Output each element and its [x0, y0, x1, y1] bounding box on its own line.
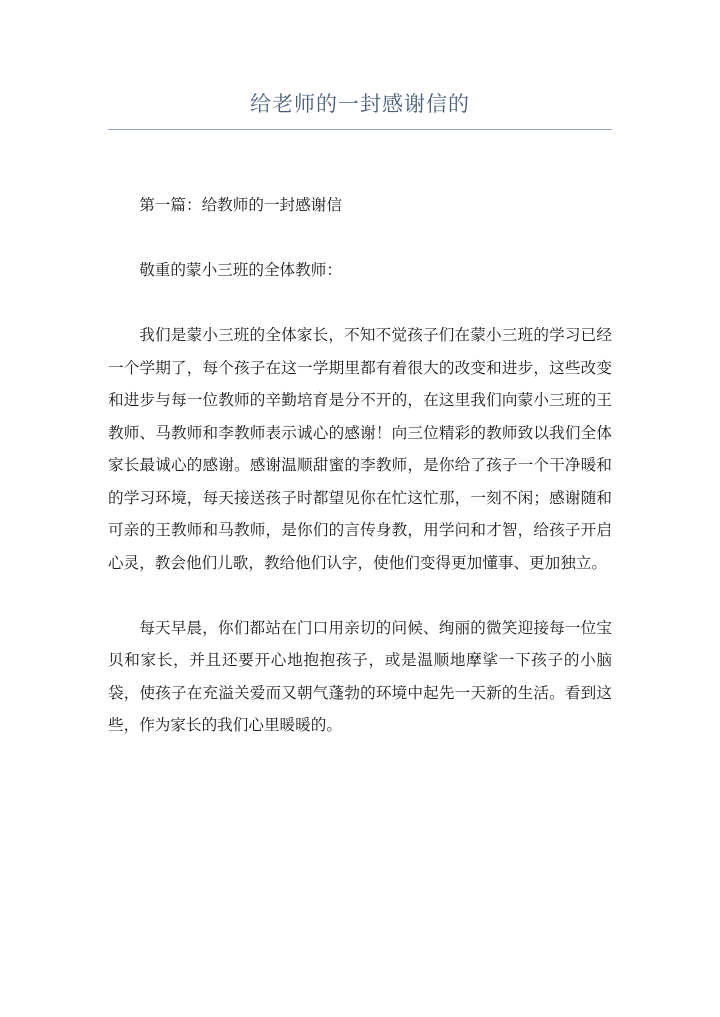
- paragraph: 我们是蒙小三班的全体家长，不知不觉孩子们在蒙小三班的学习已经一个学期了，每个孩子在这一学期里都有着很大的改变和进步，这些改变和进步与每一位教师的辛勤培育是分不开的，在这里我们向蒙小三班的王教师、马教师和李教师表示诚心的感谢！向三位精彩的教师致以我们全体家长最诚心的感谢。感谢温顺甜蜜的李教师，是你给了孩子一个干净暖和的学习环境，每天接送孩子时都望见你在忙这忙那，一刻不闲；感谢随和可亲的王教师和马教师，是你们的言传身教，用学问和才智，给孩子开启心灵，教会他们儿歌，教给他们认字，使他们变得更加懂事、更加独立。: [108, 326, 612, 572]
- salutation: 敬重的蒙小三班的全体教师：: [139, 261, 342, 279]
- title-divider: [108, 129, 612, 130]
- section-heading: 第一篇：给教师的一封感谢信: [139, 196, 342, 214]
- document-body: [108, 189, 612, 774]
- paragraph: 每天早晨，你们都站在门口用亲切的问候、绚丽的微笑迎接每一位宝贝和家长，并且还要开心地抱抱孩子，或是温顺地摩挲一下孩子的小脑袋，使孩子在充溢关爱而又朝气蓬勃的环境中起先一天新的生活。看到这些，作为家长的我们心里暖暖的。: [108, 618, 612, 734]
- document-title: 给老师的一封感谢信的: [250, 92, 470, 116]
